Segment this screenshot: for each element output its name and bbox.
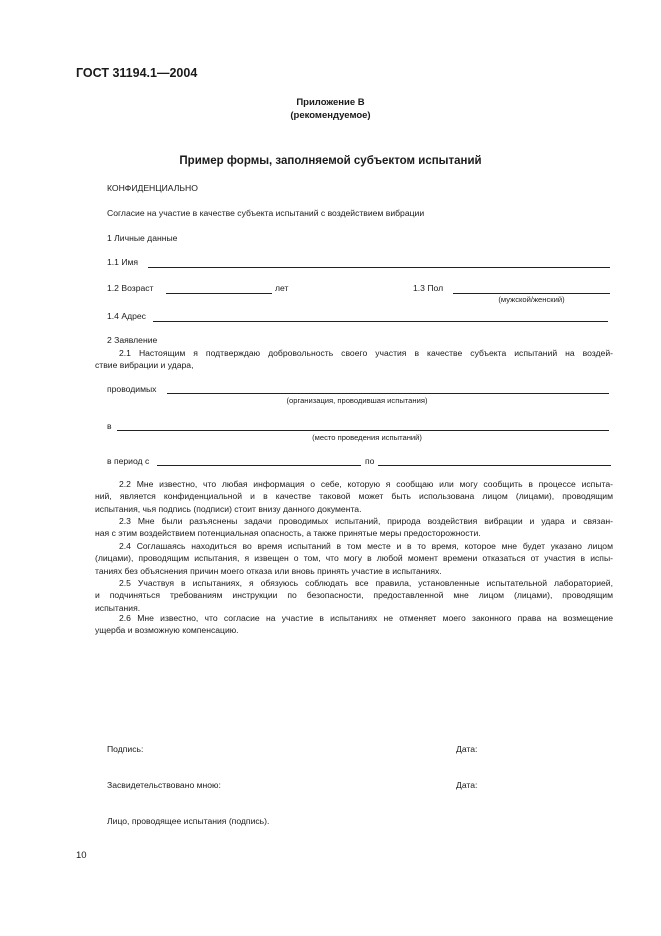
place-in-label: в — [107, 421, 112, 431]
date-label: Дата: — [456, 744, 478, 754]
organization-field[interactable] — [167, 393, 609, 394]
name-field[interactable] — [148, 267, 610, 268]
consent-statement: Согласие на участие в качестве субъекта испытаний с воздействием вибрации — [107, 208, 425, 218]
appendix-subtitle: (рекомендуемое) — [290, 110, 371, 121]
paragraph-line: 2.6 Мне известно, что согласие на участие в испытаниях не отменяет моего законного права на возмещение — [119, 613, 613, 623]
form-title: Пример формы, заполняемой субъектом испытаний — [179, 155, 482, 167]
period-from-field[interactable] — [157, 465, 361, 466]
paragraph-2-5 — [95, 577, 613, 614]
signature-label: Подпись: — [107, 744, 144, 754]
paragraph-line: ний, является конфиденциальной и в качестве таковой может быть использована лицом (лицами), проводящим — [95, 491, 613, 502]
age-unit: лет — [275, 283, 289, 293]
place-field[interactable] — [117, 430, 609, 431]
period-from-label: в период с — [107, 456, 150, 466]
paragraph-2-4 — [95, 540, 613, 577]
paragraph-line: 2.3 Мне были разъяснены задачи проводимых испытаний, природа воздействия вибрации и удара и связан- — [119, 516, 613, 526]
section-2-heading: 2 Заявление — [107, 335, 158, 345]
page-number: 10 — [76, 850, 87, 861]
address-label: 1.4 Адрес — [107, 311, 146, 321]
organization-caption: (организация, проводившая испытания) — [286, 396, 428, 405]
paragraph-2-6 — [95, 612, 613, 637]
paragraph-line: таниях без объяснения причин моего отказа или вновь принять участие в испытаниях. — [95, 565, 442, 576]
sex-caption: (мужской/женский) — [498, 295, 565, 304]
confidential-label: КОНФИДЕНЦИАЛЬНО — [107, 183, 198, 193]
paragraph-line: 2.5 Участвуя в испытаниях, я обязуюсь соблюдать все правила, установленные испытательной лабораторией, — [119, 578, 613, 588]
paragraph-line: ствие вибрации и удара, — [95, 360, 194, 371]
paragraph-line: испытания. — [95, 602, 141, 613]
document-code: ГОСТ 31194.1—2004 — [76, 66, 198, 80]
place-caption: (место проведения испытаний) — [312, 433, 422, 442]
paragraph-2-3 — [95, 515, 613, 540]
age-field[interactable] — [166, 293, 272, 294]
conductor-signature-label: Лицо, проводящее испытания (подпись). — [107, 816, 270, 826]
paragraph-line: (лицами), проводящим испытания, я извещен о том, что могу в любой момент времени отказаться от участия в испы- — [95, 553, 613, 564]
paragraph-line: 2.1 Настоящим я подтверждаю добровольность своего участия в качестве субъекта испытаний на воздей- — [119, 348, 613, 358]
paragraph-line: испытания, чья подпись (подписи) стоит внизу данного документа. — [95, 503, 362, 514]
paragraph-line: 2.2 Мне известно, что любая информация о себе, которую я сообщаю или могу сообщить в процессе испыта- — [119, 479, 613, 489]
age-label: 1.2 Возраст — [107, 283, 154, 293]
address-field[interactable] — [153, 321, 608, 322]
appendix-title: Приложение В — [296, 97, 365, 108]
witness-date-label: Дата: — [456, 780, 478, 790]
witness-label: Засвидетельствовано мною: — [107, 780, 221, 790]
period-to-label: по — [365, 456, 375, 466]
sex-label: 1.3 Пол — [413, 283, 444, 293]
paragraph-2-1 — [95, 347, 613, 372]
conducted-by-label: проводимых — [107, 384, 157, 394]
section-1-heading: 1 Личные данные — [107, 233, 178, 243]
paragraph-line: ная с этим воздействием потенциальная опасность, а также принятые меры предосторожности. — [95, 528, 481, 539]
paragraph-line: 2.4 Соглашаясь находиться во время испытаний в том месте и в то время, которое мне будет указано лицом — [119, 541, 613, 551]
name-label: 1.1 Имя — [107, 257, 139, 267]
paragraph-2-2 — [95, 478, 613, 515]
sex-field[interactable] — [453, 293, 610, 294]
period-to-field[interactable] — [378, 465, 611, 466]
paragraph-line: и подчиняться требованиям инструкции по безопасности, предоставленной мне лицом (лицами), проводящим — [95, 590, 613, 601]
paragraph-line: ущерба и возможную компенсацию. — [95, 625, 239, 636]
